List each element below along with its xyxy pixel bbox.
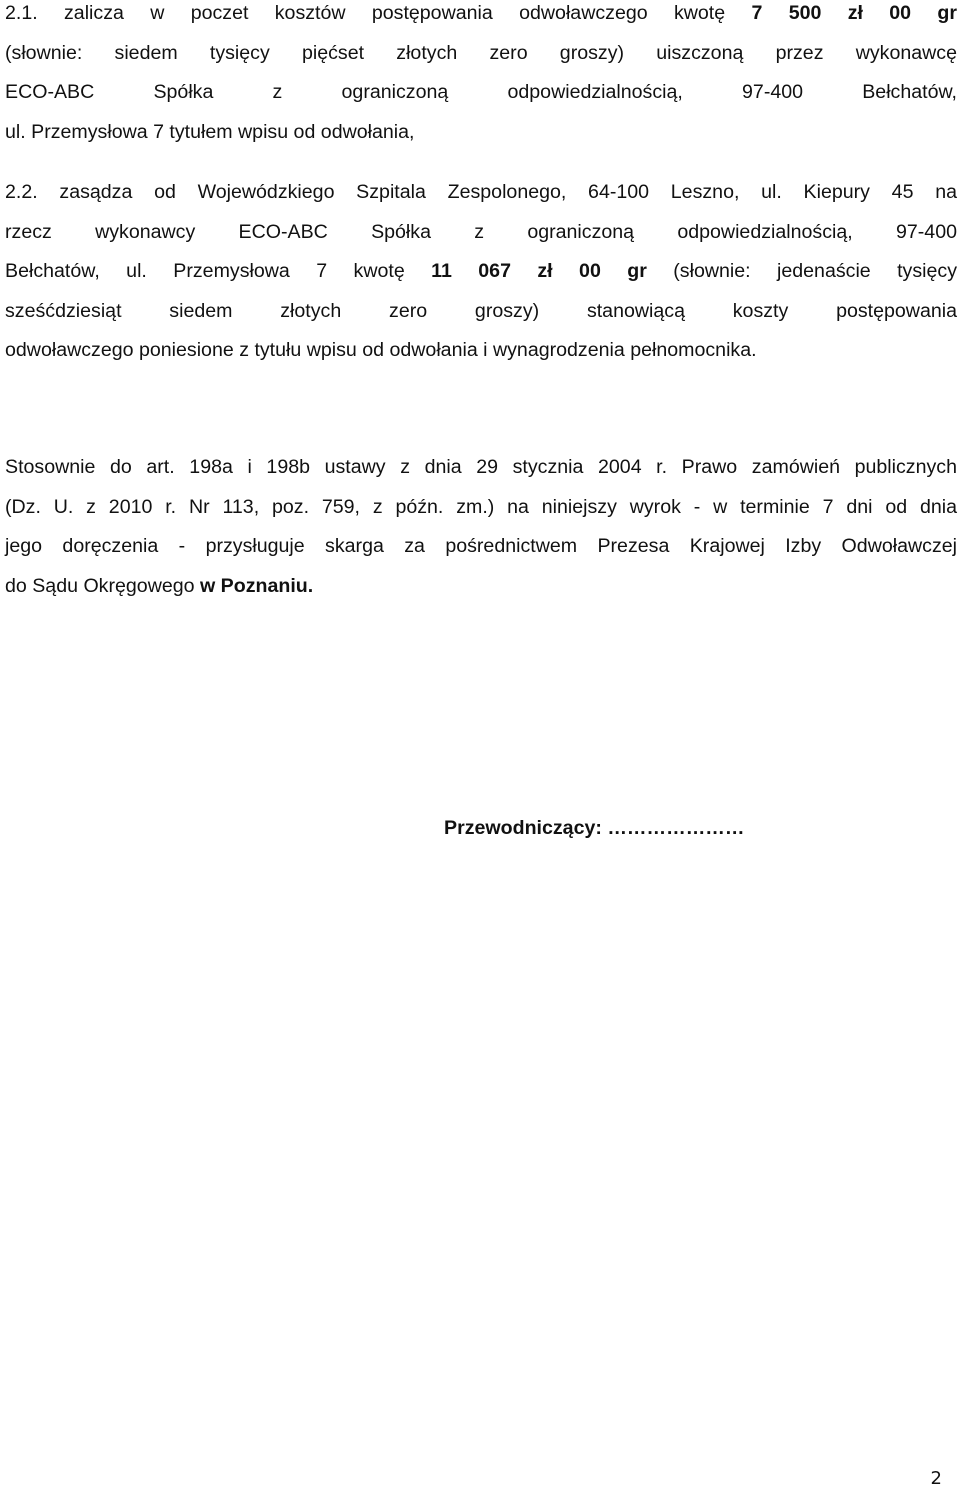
text-line: 2.2. zasądza od Wojewódzkiego Szpitala Zespolonego, 64-100 Leszno, ul. Kiepury 45 na <box>5 181 957 203</box>
text-line: ECO-ABC Spółka z ograniczoną odpowiedzialnością, 97-400 Bełchatów, <box>5 81 957 103</box>
section-2-1-paragraph <box>5 0 957 152</box>
text-line: odwoławczego poniesione z tytułu wpisu od odwołania i wynagrodzenia pełnomocnika. <box>5 339 757 361</box>
section-2-2-paragraph <box>5 173 957 371</box>
text-line: (słownie: siedem tysięcy pięćset złotych zero groszy) uiszczoną przez wykonawcę <box>5 41 957 64</box>
text-line: (Dz. U. z 2010 r. Nr 113, poz. 759, z późn. zm.) na niniejszy wyrok - w terminie 7 dni od dnia <box>5 495 957 518</box>
text-line: Bełchatów, ul. Przemysłowa 7 kwotę 11 067 zł 00 gr (słownie: jedenaście tysięcy <box>5 260 957 282</box>
text-line: 2.1. zalicza w poczet kosztów postępowania odwoławczego kwotę 7 500 zł 00 gr <box>5 2 957 24</box>
text-line: rzecz wykonawcy ECO-ABC Spółka z ograniczoną odpowiedzialnością, 97-400 <box>5 220 957 243</box>
text-line: sześćdziesiąt siedem złotych zero groszy) stanowiącą koszty postępowania <box>5 299 957 322</box>
page-number: 2 <box>930 1468 942 1489</box>
text-line: ul. Przemysłowa 7 tytułem wpisu od odwołania, <box>5 120 415 143</box>
appeal-notice-paragraph <box>5 448 957 606</box>
text-line: do Sądu Okręgowego w Poznaniu. <box>5 574 314 597</box>
text-line: jego doręczenia - przysługuje skarga za pośrednictwem Prezesa Krajowej Izby Odwoławczej <box>5 535 957 557</box>
chairperson-signature-line: Przewodniczący: ………………… <box>444 817 745 839</box>
text-line: Stosownie do art. 198a i 198b ustawy z dnia 29 stycznia 2004 r. Prawo zamówień publicznych <box>5 456 957 478</box>
